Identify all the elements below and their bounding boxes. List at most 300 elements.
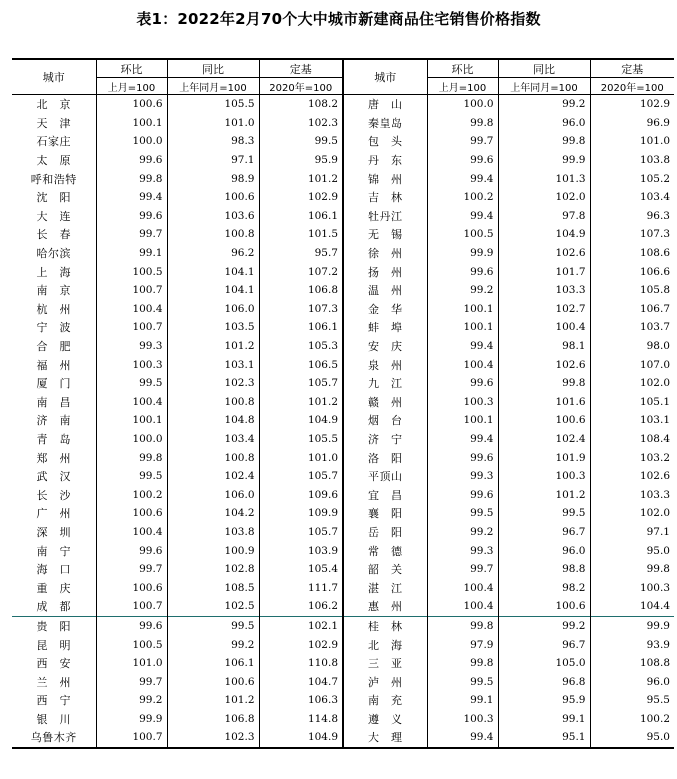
mom-value-right: 99.7 (427, 132, 498, 151)
city-name-left: 成 都 (36, 600, 71, 614)
city-name-right: 济 宁 (343, 430, 427, 449)
yoy-value-right: 101.7 (498, 262, 590, 281)
mom-value-left: 99.5 (96, 467, 167, 486)
base-value-left: 101.2 (259, 169, 343, 188)
city-name-right: 秦皇岛 (343, 114, 427, 133)
base-value-right: 100.3 (590, 578, 674, 597)
table-row (12, 691, 674, 710)
yoy-value-left: 105.5 (167, 95, 259, 114)
yoy-value-right: 102.6 (498, 244, 590, 263)
yoy-value-right: 99.8 (498, 132, 590, 151)
yoy-value-right: 105.0 (498, 654, 590, 673)
base-value-right: 97.1 (590, 523, 674, 542)
base-value-left: 107.3 (259, 300, 343, 319)
mom-value-right: 99.2 (427, 523, 498, 542)
yoy-value-right: 96.7 (498, 635, 590, 654)
base-value-left: 105.4 (259, 560, 343, 579)
yoy-value-right: 99.8 (498, 374, 590, 393)
mom-value-right: 97.9 (427, 635, 498, 654)
yoy-value-right: 99.9 (498, 151, 590, 170)
yoy-value-left: 101.2 (167, 337, 259, 356)
yoy-subheader-right: 上年同月=100 (498, 78, 590, 95)
base-value-right: 108.6 (590, 244, 674, 263)
city-name-left: 西 安 (36, 657, 71, 671)
city-name-right: 桂 林 (343, 616, 427, 635)
city-name-right: 襄 阳 (343, 504, 427, 523)
mom-value-left: 99.6 (96, 151, 167, 170)
table-row (12, 393, 674, 412)
city-name-left: 长 春 (36, 228, 71, 242)
mom-value-left: 100.5 (96, 635, 167, 654)
base-value-right: 107.3 (590, 225, 674, 244)
base-value-right: 108.4 (590, 430, 674, 449)
base-value-right: 103.3 (590, 485, 674, 504)
base-value-right: 99.8 (590, 560, 674, 579)
base-value-right: 96.3 (590, 207, 674, 226)
city-name-right: 岳 阳 (343, 523, 427, 542)
yoy-value-left: 99.5 (167, 616, 259, 635)
mom-value-left: 100.2 (96, 485, 167, 504)
table-row (12, 374, 674, 393)
city-name-left: 武 汉 (36, 470, 71, 484)
table-row (12, 95, 674, 114)
mom-value-right: 100.2 (427, 188, 498, 207)
mom-value-left: 100.7 (96, 318, 167, 337)
yoy-value-left: 104.2 (167, 504, 259, 523)
mom-value-left: 99.8 (96, 448, 167, 467)
yoy-value-right: 96.0 (498, 541, 590, 560)
city-name-left: 长 沙 (36, 488, 71, 502)
yoy-value-right: 96.0 (498, 114, 590, 133)
yoy-value-right: 102.6 (498, 355, 590, 374)
city-name-left: 郑 州 (36, 451, 71, 465)
table-body (12, 95, 674, 748)
mom-value-left: 99.6 (96, 616, 167, 635)
mom-value-right: 99.8 (427, 616, 498, 635)
table-row (12, 672, 674, 691)
city-name-right: 三 亚 (343, 654, 427, 673)
city-name-right: 宜 昌 (343, 485, 427, 504)
mom-value-left: 99.9 (96, 710, 167, 729)
yoy-value-left: 102.8 (167, 560, 259, 579)
table-row (12, 169, 674, 188)
yoy-value-left: 102.3 (167, 374, 259, 393)
base-value-left: 105.7 (259, 467, 343, 486)
base-value-left: 108.2 (259, 95, 343, 114)
city-name-left: 济 南 (36, 414, 71, 428)
mom-value-left: 100.4 (96, 523, 167, 542)
city-name-right: 唐 山 (343, 95, 427, 114)
yoy-value-left: 100.8 (167, 393, 259, 412)
yoy-value-left: 106.8 (167, 710, 259, 729)
base-value-left: 110.8 (259, 654, 343, 673)
yoy-value-left: 100.6 (167, 188, 259, 207)
base-value-left: 95.7 (259, 244, 343, 263)
mom-value-right: 99.4 (427, 337, 498, 356)
yoy-value-right: 101.3 (498, 169, 590, 188)
city-name-left: 西 宁 (36, 694, 71, 708)
table-row (12, 541, 674, 560)
city-name-right: 九 江 (343, 374, 427, 393)
mom-value-left: 99.5 (96, 374, 167, 393)
yoy-value-right: 97.8 (498, 207, 590, 226)
city-name-left: 石家庄 (36, 135, 71, 149)
base-value-right: 106.6 (590, 262, 674, 281)
yoy-value-right: 95.1 (498, 728, 590, 748)
yoy-value-right: 104.9 (498, 225, 590, 244)
mom-value-right: 99.3 (427, 467, 498, 486)
yoy-value-right: 102.4 (498, 430, 590, 449)
table-row (12, 523, 674, 542)
mom-value-right: 100.1 (427, 411, 498, 430)
yoy-value-left: 100.8 (167, 448, 259, 467)
mom-value-left: 99.6 (96, 207, 167, 226)
base-value-left: 106.3 (259, 691, 343, 710)
city-name-right: 常 德 (343, 541, 427, 560)
base-value-right: 108.8 (590, 654, 674, 673)
city-name-left: 上 海 (36, 265, 71, 279)
yoy-value-left: 102.5 (167, 597, 259, 616)
table-row (12, 114, 674, 133)
yoy-value-left: 106.0 (167, 485, 259, 504)
city-name-left: 贵 阳 (12, 616, 96, 635)
city-name-right: 湛 江 (343, 578, 427, 597)
base-value-right: 105.1 (590, 393, 674, 412)
yoy-subheader-left: 上年同月=100 (167, 78, 259, 95)
city-name-left: 兰 州 (36, 675, 71, 689)
mom-value-right: 100.1 (427, 318, 498, 337)
base-value-right: 107.0 (590, 355, 674, 374)
yoy-value-left: 104.1 (167, 262, 259, 281)
mom-value-right: 100.5 (427, 225, 498, 244)
yoy-value-left: 104.1 (167, 281, 259, 300)
base-value-left: 104.9 (259, 411, 343, 430)
yoy-value-right: 99.2 (498, 616, 590, 635)
yoy-value-left: 100.9 (167, 541, 259, 560)
mom-value-left: 100.6 (96, 95, 167, 114)
base-value-left: 107.2 (259, 262, 343, 281)
mom-value-left: 100.7 (96, 281, 167, 300)
mom-value-left: 100.7 (96, 728, 167, 748)
yoy-value-left: 101.0 (167, 114, 259, 133)
base-value-left: 102.3 (259, 114, 343, 133)
yoy-value-right: 101.2 (498, 485, 590, 504)
base-subheader-right: 2020年=100 (590, 78, 674, 95)
mom-value-right: 99.4 (427, 728, 498, 748)
city-name-left: 乌鲁木齐 (12, 728, 96, 748)
city-name-right: 赣 州 (343, 393, 427, 412)
table-row (12, 485, 674, 504)
yoy-value-left: 98.9 (167, 169, 259, 188)
mom-subheader-left: 上月=100 (96, 78, 167, 95)
city-name-right: 南 充 (343, 691, 427, 710)
mom-value-left: 99.2 (96, 691, 167, 710)
base-value-left: 105.7 (259, 374, 343, 393)
yoy-value-right: 102.0 (498, 188, 590, 207)
base-header-left: 定基 (259, 59, 343, 78)
city-name-left: 银 川 (36, 712, 71, 726)
mom-value-left: 100.4 (96, 300, 167, 319)
yoy-value-right: 96.8 (498, 672, 590, 691)
mom-value-right: 99.6 (427, 151, 498, 170)
mom-value-right: 99.1 (427, 691, 498, 710)
table-row (12, 504, 674, 523)
yoy-header-left: 同比 (167, 59, 259, 78)
base-value-left: 109.9 (259, 504, 343, 523)
mom-value-left: 99.8 (96, 169, 167, 188)
yoy-value-left: 98.3 (167, 132, 259, 151)
mom-value-right: 99.9 (427, 244, 498, 263)
table-row (12, 207, 674, 226)
mom-value-right: 100.4 (427, 578, 498, 597)
base-value-left: 106.8 (259, 281, 343, 300)
base-value-right: 102.0 (590, 374, 674, 393)
table-row (12, 225, 674, 244)
city-name-left: 杭 州 (36, 302, 71, 316)
yoy-value-right: 95.9 (498, 691, 590, 710)
yoy-value-right: 98.8 (498, 560, 590, 579)
base-value-right: 99.9 (590, 616, 674, 635)
yoy-value-right: 102.7 (498, 300, 590, 319)
yoy-value-right: 100.6 (498, 411, 590, 430)
table-row (12, 300, 674, 319)
city-name-left: 合 肥 (36, 340, 71, 354)
mom-value-right: 99.6 (427, 374, 498, 393)
mom-value-left: 100.3 (96, 355, 167, 374)
base-value-left: 106.1 (259, 207, 343, 226)
city-name-left: 南 昌 (36, 395, 71, 409)
table-row (12, 132, 674, 151)
table-row (12, 635, 674, 654)
mom-value-right: 99.5 (427, 504, 498, 523)
city-name-left: 呼和浩特 (30, 172, 77, 186)
city-name-left: 广 州 (36, 507, 71, 521)
city-name-right: 泉 州 (343, 355, 427, 374)
base-value-left: 101.2 (259, 393, 343, 412)
base-header-right: 定基 (590, 59, 674, 78)
yoy-value-right: 101.6 (498, 393, 590, 412)
mom-value-right: 99.7 (427, 560, 498, 579)
base-value-right: 93.9 (590, 635, 674, 654)
base-value-left: 95.9 (259, 151, 343, 170)
base-value-left: 105.3 (259, 337, 343, 356)
yoy-value-left: 100.6 (167, 672, 259, 691)
mom-value-right: 99.4 (427, 430, 498, 449)
yoy-value-right: 98.2 (498, 578, 590, 597)
city-name-left: 太 原 (36, 154, 71, 168)
base-value-left: 106.1 (259, 318, 343, 337)
mom-value-right: 99.3 (427, 541, 498, 560)
city-header-right: 城市 (343, 59, 427, 95)
yoy-value-right: 99.5 (498, 504, 590, 523)
table-row (12, 355, 674, 374)
yoy-value-right: 100.6 (498, 597, 590, 616)
mom-value-right: 99.6 (427, 485, 498, 504)
yoy-value-left: 100.8 (167, 225, 259, 244)
table-row (12, 281, 674, 300)
city-header-left: 城市 (12, 59, 96, 95)
base-value-right: 104.4 (590, 597, 674, 616)
yoy-value-left: 103.4 (167, 430, 259, 449)
city-name-left: 青 岛 (36, 432, 71, 446)
table-row (12, 244, 674, 263)
base-value-right: 102.6 (590, 467, 674, 486)
mom-value-right: 100.4 (427, 597, 498, 616)
mom-value-left: 99.7 (96, 560, 167, 579)
mom-value-left: 99.6 (96, 541, 167, 560)
base-value-right: 103.2 (590, 448, 674, 467)
city-name-left: 重 庆 (36, 581, 71, 595)
mom-value-right: 99.6 (427, 262, 498, 281)
table-row (12, 411, 674, 430)
base-value-left: 102.9 (259, 188, 343, 207)
city-name-right: 丹 东 (343, 151, 427, 170)
city-name-right: 无 锡 (343, 225, 427, 244)
mom-value-right: 99.4 (427, 207, 498, 226)
mom-value-left: 100.1 (96, 411, 167, 430)
mom-value-left: 99.4 (96, 188, 167, 207)
mom-value-left: 100.6 (96, 578, 167, 597)
mom-value-left: 99.1 (96, 244, 167, 263)
city-name-right: 遵 义 (343, 710, 427, 729)
mom-value-right: 100.3 (427, 393, 498, 412)
table-row (12, 654, 674, 673)
table-row (12, 578, 674, 597)
table-row (12, 262, 674, 281)
yoy-value-right: 98.1 (498, 337, 590, 356)
city-name-right: 平顶山 (343, 467, 427, 486)
mom-value-right: 99.5 (427, 672, 498, 691)
base-value-right: 105.8 (590, 281, 674, 300)
base-value-left: 109.6 (259, 485, 343, 504)
mom-value-right: 99.6 (427, 448, 498, 467)
city-name-right: 泸 州 (343, 672, 427, 691)
city-name-right: 韶 关 (343, 560, 427, 579)
yoy-value-right: 96.7 (498, 523, 590, 542)
city-name-right: 洛 阳 (343, 448, 427, 467)
mom-value-left: 100.5 (96, 262, 167, 281)
base-value-left: 106.5 (259, 355, 343, 374)
yoy-value-left: 104.8 (167, 411, 259, 430)
city-name-right: 牡丹江 (343, 207, 427, 226)
base-subheader-left: 2020年=100 (259, 78, 343, 95)
base-value-right: 95.0 (590, 541, 674, 560)
city-name-left: 厦 门 (36, 377, 71, 391)
city-name-right: 金 华 (343, 300, 427, 319)
mom-header-right: 环比 (427, 59, 498, 78)
yoy-value-left: 103.6 (167, 207, 259, 226)
yoy-value-left: 108.5 (167, 578, 259, 597)
base-value-right: 101.0 (590, 132, 674, 151)
mom-value-left: 100.7 (96, 597, 167, 616)
city-name-right: 扬 州 (343, 262, 427, 281)
base-value-left: 105.5 (259, 430, 343, 449)
base-value-left: 103.9 (259, 541, 343, 560)
table-row (12, 616, 674, 635)
mom-value-right: 100.4 (427, 355, 498, 374)
base-value-right: 105.2 (590, 169, 674, 188)
city-name-right: 大 理 (343, 728, 427, 748)
table-row (12, 188, 674, 207)
base-value-left: 101.5 (259, 225, 343, 244)
table-row (12, 448, 674, 467)
yoy-value-right: 103.3 (498, 281, 590, 300)
yoy-value-left: 96.2 (167, 244, 259, 263)
mom-value-left: 99.3 (96, 337, 167, 356)
table-row (12, 337, 674, 356)
base-value-left: 104.7 (259, 672, 343, 691)
base-value-right: 103.8 (590, 151, 674, 170)
yoy-header-right: 同比 (498, 59, 590, 78)
yoy-value-right: 101.9 (498, 448, 590, 467)
base-value-right: 103.4 (590, 188, 674, 207)
city-name-left: 宁 波 (36, 321, 71, 335)
table-row (12, 710, 674, 729)
city-name-left: 天 津 (36, 116, 71, 130)
mom-value-left: 100.0 (96, 430, 167, 449)
table-row (12, 728, 674, 748)
mom-value-right: 99.8 (427, 654, 498, 673)
city-name-right: 惠 州 (343, 597, 427, 616)
city-name-left: 深 圳 (36, 525, 71, 539)
mom-value-left: 100.6 (96, 504, 167, 523)
yoy-value-left: 102.4 (167, 467, 259, 486)
city-name-right: 包 头 (343, 132, 427, 151)
base-value-left: 105.7 (259, 523, 343, 542)
yoy-value-left: 106.1 (167, 654, 259, 673)
yoy-value-right: 99.2 (498, 95, 590, 114)
base-value-right: 106.7 (590, 300, 674, 319)
base-value-left: 104.9 (259, 728, 343, 748)
yoy-value-left: 106.0 (167, 300, 259, 319)
city-name-right: 北 海 (343, 635, 427, 654)
base-value-left: 99.5 (259, 132, 343, 151)
city-name-left: 北 京 (36, 98, 71, 112)
mom-value-left: 100.1 (96, 114, 167, 133)
mom-value-right: 100.1 (427, 300, 498, 319)
city-name-left: 昆 明 (36, 638, 71, 652)
base-value-right: 96.0 (590, 672, 674, 691)
city-name-left: 沈 阳 (36, 191, 71, 205)
table-title: 表1：2022年2月70个大中城市新建商品住宅销售价格指数 (136, 10, 541, 28)
city-name-right: 安 庆 (343, 337, 427, 356)
price-index-table-container (12, 58, 668, 749)
city-name-left: 福 州 (36, 358, 71, 372)
table-row (12, 467, 674, 486)
base-value-right: 102.9 (590, 95, 674, 114)
city-name-right: 锦 州 (343, 169, 427, 188)
table-row (12, 318, 674, 337)
mom-value-right: 99.8 (427, 114, 498, 133)
yoy-value-left: 103.5 (167, 318, 259, 337)
base-value-right: 96.9 (590, 114, 674, 133)
base-value-left: 102.9 (259, 635, 343, 654)
city-name-right: 温 州 (343, 281, 427, 300)
mom-value-left: 101.0 (96, 654, 167, 673)
mom-value-left: 100.0 (96, 132, 167, 151)
base-value-left: 111.7 (259, 578, 343, 597)
yoy-value-left: 102.3 (167, 728, 259, 748)
yoy-value-left: 99.2 (167, 635, 259, 654)
mom-value-left: 99.7 (96, 672, 167, 691)
mom-value-right: 99.2 (427, 281, 498, 300)
yoy-value-left: 103.8 (167, 523, 259, 542)
mom-value-right: 100.3 (427, 710, 498, 729)
yoy-value-left: 97.1 (167, 151, 259, 170)
yoy-value-left: 103.1 (167, 355, 259, 374)
mom-subheader-right: 上月=100 (427, 78, 498, 95)
base-value-right: 95.5 (590, 691, 674, 710)
